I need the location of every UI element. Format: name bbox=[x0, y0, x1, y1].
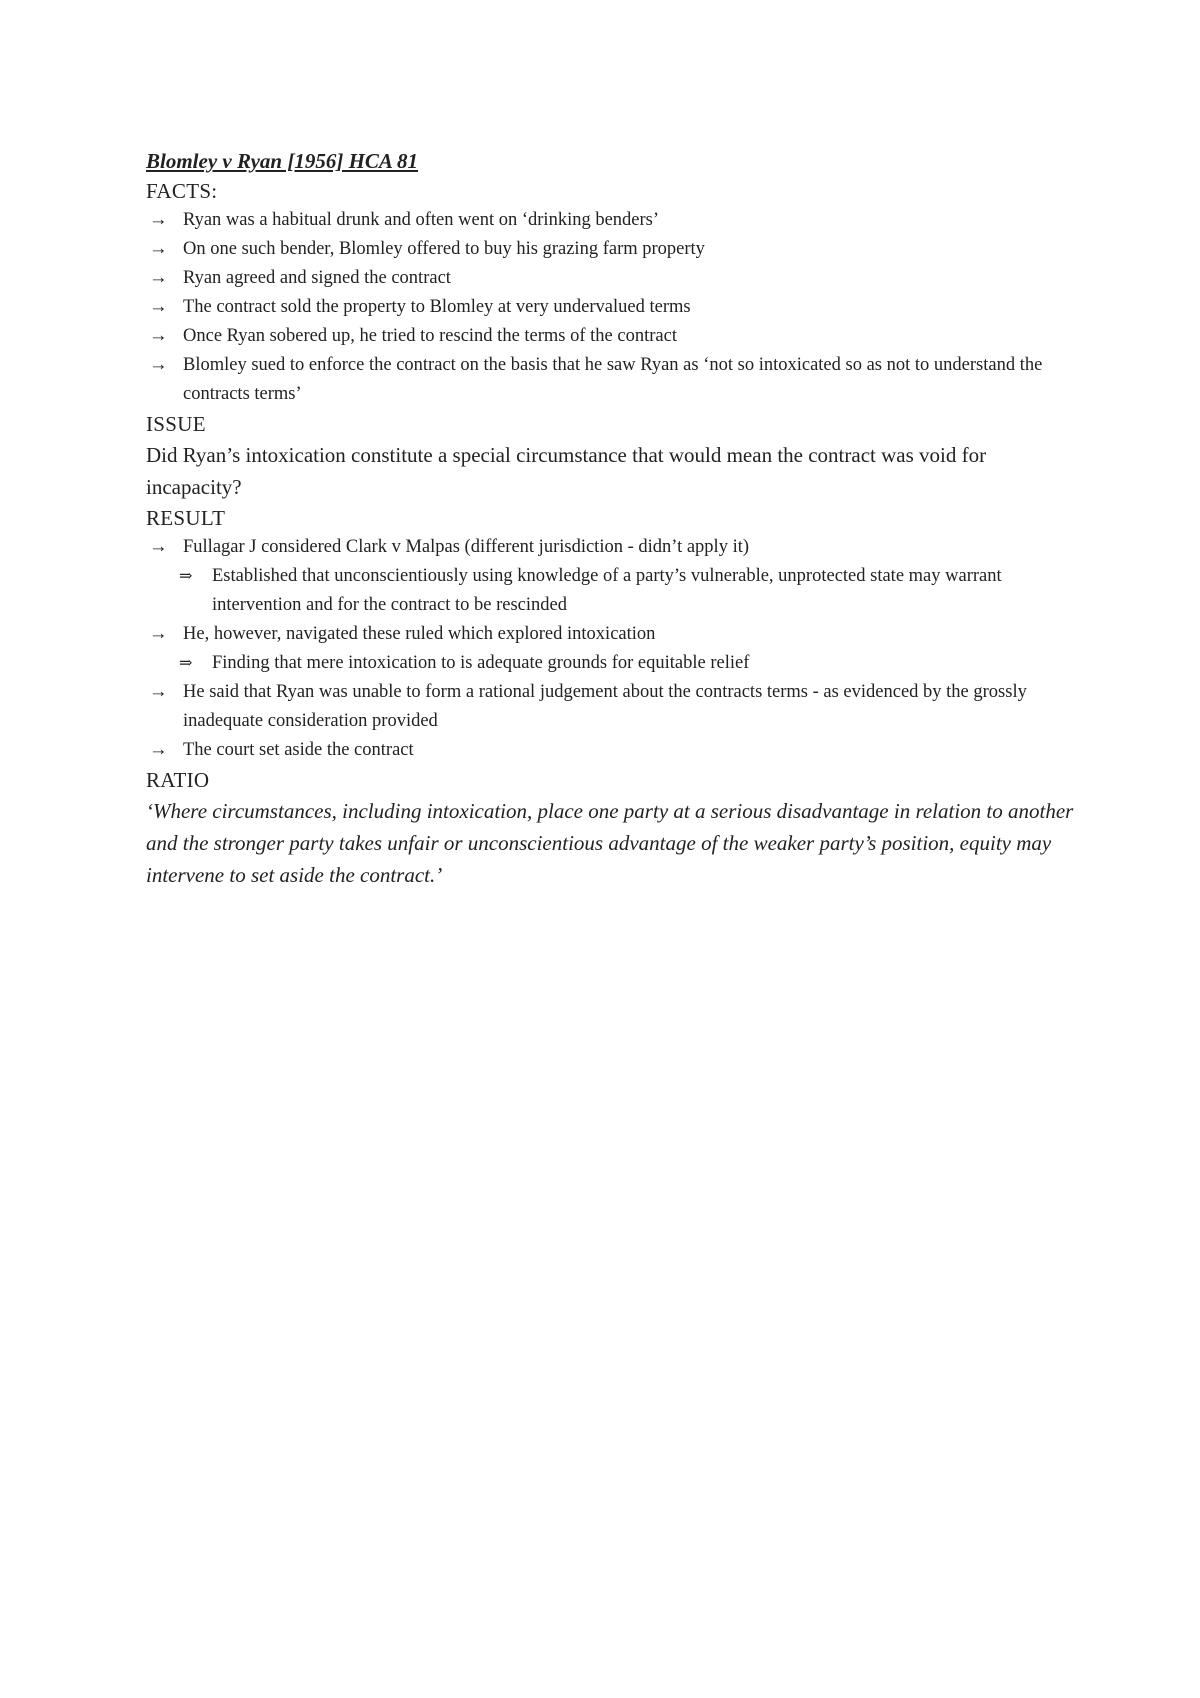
list-item-text: He said that Ryan was unable to form a rational judgement about the contracts terms - as evidenced by the grossly inadequate consideration provided bbox=[183, 682, 1027, 731]
arrow-right-icon: → bbox=[149, 537, 168, 557]
arrow-right-icon: → bbox=[149, 268, 168, 288]
double-arrow-right-icon: ⇒ bbox=[179, 568, 193, 585]
list-item bbox=[146, 678, 1086, 736]
list-item-text: The court set aside the contract bbox=[183, 740, 414, 760]
arrow-right-icon: → bbox=[149, 682, 168, 702]
case-title: Blomley v Ryan [1956] HCA 81 bbox=[146, 149, 419, 173]
list-item-text: Ryan was a habitual drunk and often went on ‘drinking benders’ bbox=[183, 210, 660, 230]
list-item bbox=[146, 322, 1086, 351]
arrow-right-icon: → bbox=[149, 210, 168, 230]
list-item bbox=[146, 293, 1086, 322]
facts-list bbox=[146, 206, 1086, 409]
ratio-text: ‘Where circumstances, including intoxication, place one party at a serious disadvantage in relation to another and the stronger party takes unfair or unconscientious advantage of the weaker party’s position, equity may intervene to set aside the contract.’ bbox=[146, 799, 1074, 887]
list-item bbox=[146, 351, 1086, 409]
arrow-right-icon: → bbox=[149, 239, 168, 259]
sub-list-item bbox=[146, 562, 1086, 620]
list-item bbox=[146, 736, 1086, 765]
list-item bbox=[146, 620, 1086, 649]
list-item-text: Ryan agreed and signed the contract bbox=[183, 268, 451, 288]
list-item-text: He, however, navigated these ruled which explored intoxication bbox=[183, 624, 656, 644]
ratio-heading: RATIO bbox=[146, 768, 210, 792]
arrow-right-icon: → bbox=[149, 740, 168, 760]
sub-list-item bbox=[146, 649, 1086, 678]
list-item bbox=[146, 264, 1086, 293]
result-heading: RESULT bbox=[146, 506, 226, 530]
document-page bbox=[146, 146, 1086, 891]
list-item-text: Blomley sued to enforce the contract on the basis that he saw Ryan as ‘not so intoxicated so as not to understand the contracts terms’ bbox=[183, 355, 1043, 404]
arrow-right-icon: → bbox=[149, 297, 168, 317]
list-item bbox=[146, 533, 1086, 562]
facts-heading: FACTS: bbox=[146, 179, 218, 203]
result-sub-list bbox=[146, 562, 1086, 620]
sub-list-item-text: Established that unconscientiously using knowledge of a party’s vulnerable, unprotected state may warrant intervention and for the contract to be rescinded bbox=[212, 566, 1002, 615]
list-item-text: The contract sold the property to Blomley at very undervalued terms bbox=[183, 297, 691, 317]
double-arrow-right-icon: ⇒ bbox=[179, 655, 193, 672]
result-sub-list bbox=[146, 649, 1086, 678]
arrow-right-icon: → bbox=[149, 326, 168, 346]
list-item-text: Once Ryan sobered up, he tried to rescind the terms of the contract bbox=[183, 326, 677, 346]
list-item-text: Fullagar J considered Clark v Malpas (different jurisdiction - didn’t apply it) bbox=[183, 537, 750, 557]
list-item bbox=[146, 235, 1086, 264]
result-list bbox=[146, 533, 1086, 562]
list-item-text: On one such bender, Blomley offered to buy his grazing farm property bbox=[183, 239, 705, 259]
sub-list-item-text: Finding that mere intoxication to is adequate grounds for equitable relief bbox=[212, 653, 750, 673]
result-list bbox=[146, 620, 1086, 649]
arrow-right-icon: → bbox=[149, 355, 168, 375]
result-list bbox=[146, 678, 1086, 765]
list-item bbox=[146, 206, 1086, 235]
arrow-right-icon: → bbox=[149, 624, 168, 644]
issue-text: Did Ryan’s intoxication constitute a special circumstance that would mean the contract was void for incapacity? bbox=[146, 443, 987, 499]
issue-heading: ISSUE bbox=[146, 412, 206, 436]
